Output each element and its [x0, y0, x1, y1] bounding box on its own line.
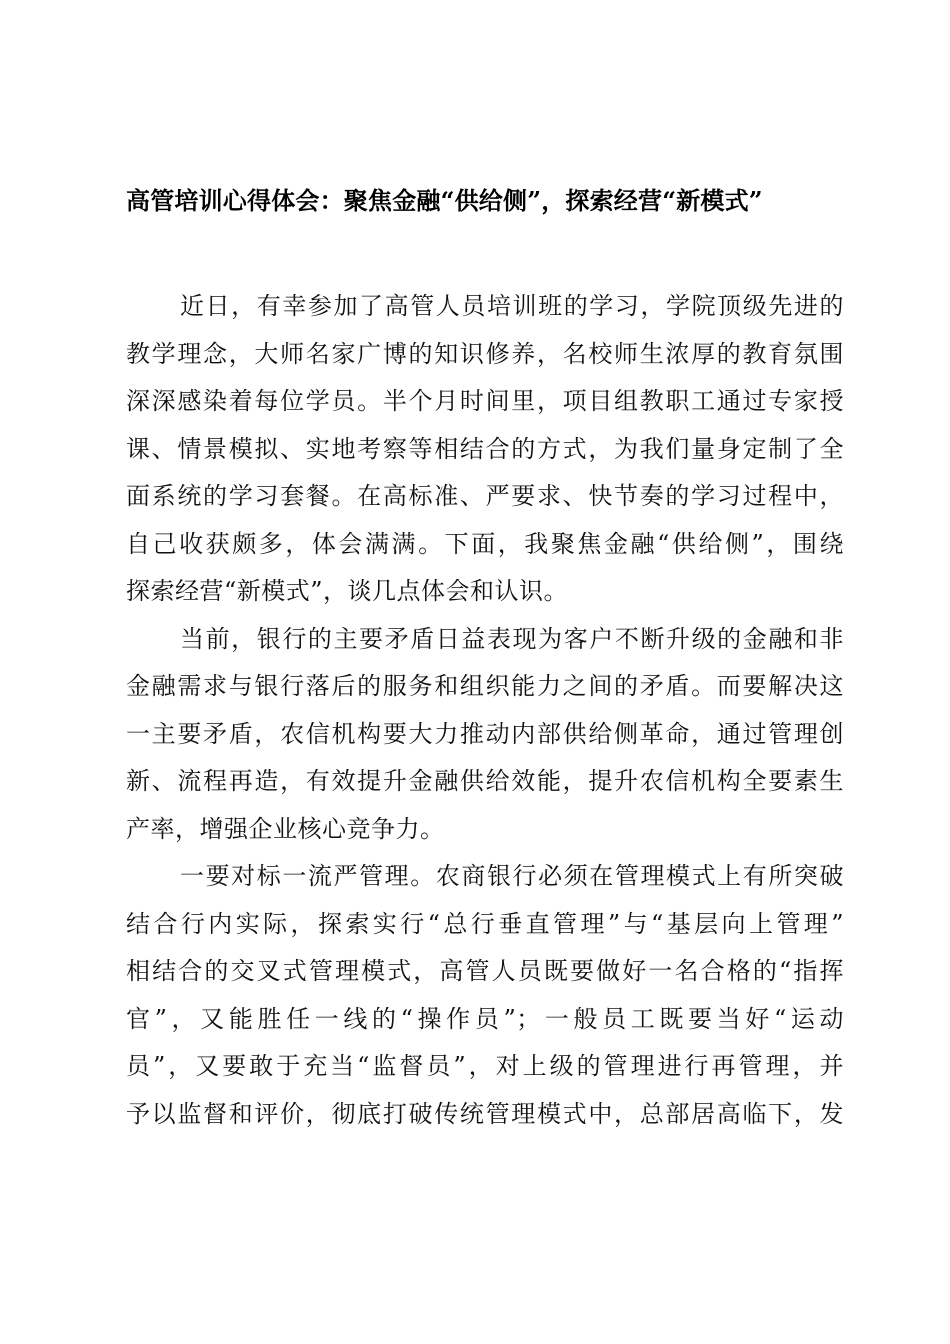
paragraph-line: 一主要矛盾，农信机构要大力推动内部供给侧革命，通过管理创	[126, 719, 844, 748]
document-body	[126, 286, 844, 1141]
paragraph-line: 予以监督和评价，彻底打破传统管理模式中，总部居高临下，发	[126, 1099, 844, 1128]
paragraph-line: 一要对标一流严管理。农商银行必须在管理模式上有所突破	[180, 862, 844, 890]
paragraph-line: 近日，有幸参加了高管人员培训班的学习，学院顶级先进的	[180, 292, 844, 320]
paragraph-line: 深深感染着每位学员。半个月时间里，项目组教职工通过专家授	[126, 387, 844, 415]
paragraph-line: 相结合的交叉式管理模式，高管人员既要做好一名合格的“指挥	[126, 957, 844, 985]
paragraph-management	[126, 856, 844, 1141]
paragraph-line: 金融需求与银行落后的服务和组织能力之间的矛盾。而要解决这	[126, 672, 844, 700]
paragraph-context	[126, 619, 844, 857]
paragraph-line: 自己收获颇多，体会满满。下面，我聚焦金融“供给侧”，围绕	[126, 529, 844, 558]
paragraph-line: 官”，又能胜任一线的“操作员”；一般员工既要当好“运动	[126, 1004, 844, 1033]
paragraph-line: 产率，增强企业核心竞争力。	[126, 814, 445, 843]
paragraph-line: 新、流程再造，有效提升金融供给效能，提升农信机构全要素生	[126, 767, 844, 795]
document-title: 高管培训心得体会：聚焦金融“供给侧”，探索经营“新模式”	[126, 186, 763, 215]
paragraph-line: 教学理念，大师名家广博的知识修养，名校师生浓厚的教育氛围	[126, 339, 844, 368]
paragraph-intro	[126, 286, 844, 619]
paragraph-line: 当前，银行的主要矛盾日益表现为客户不断升级的金融和非	[180, 624, 844, 653]
paragraph-line: 课、情景模拟、实地考察等相结合的方式，为我们量身定制了全	[126, 434, 844, 463]
paragraph-line: 结合行内实际，探索实行“总行垂直管理”与“基层向上管理”	[126, 909, 844, 938]
paragraph-line: 员”，又要敢于充当“监督员”，对上级的管理进行再管理，并	[126, 1052, 844, 1080]
paragraph-line: 面系统的学习套餐。在高标准、严要求、快节奏的学习过程中，	[126, 482, 844, 510]
paragraph-line: 探索经营“新模式”，谈几点体会和认识。	[126, 577, 569, 605]
